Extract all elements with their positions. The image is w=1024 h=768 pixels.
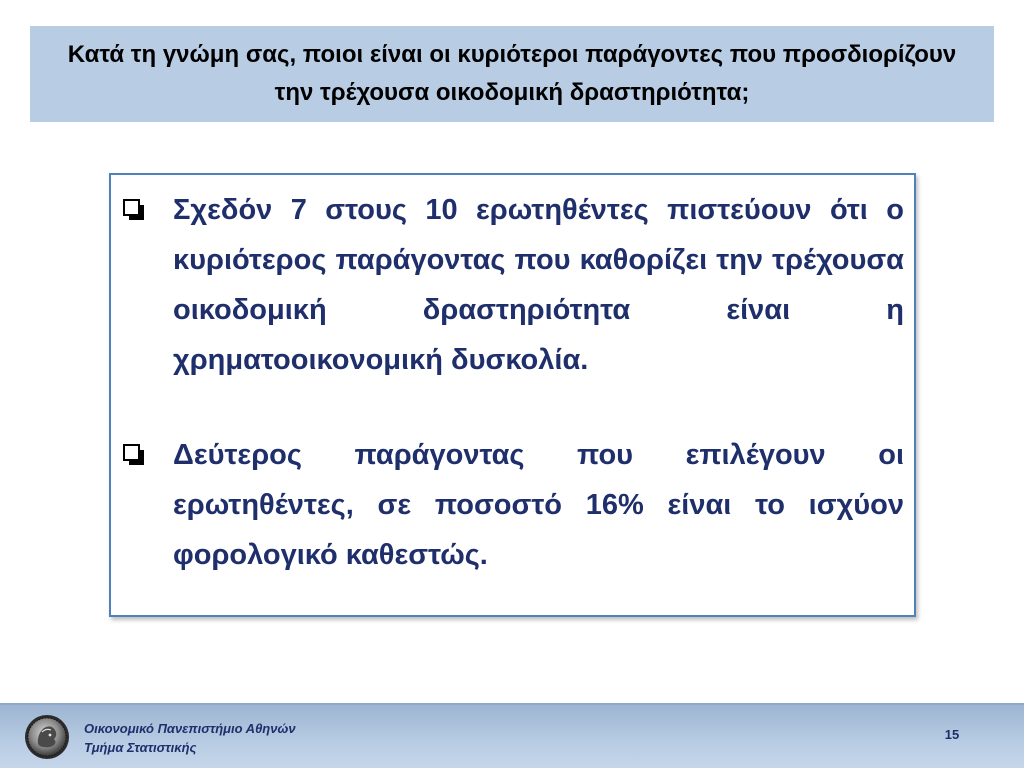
university-name: Οικονομικό Πανεπιστήμιο Αθηνών	[84, 721, 296, 736]
page-number: 15	[944, 727, 960, 742]
slide-title: Κατά τη γνώμη σας, ποιοι είναι οι κυριότεροι παράγοντες που προσδιορίζουν την τρέχουσα οικοδομική δραστηριότητα;	[67, 41, 957, 106]
content-box	[109, 173, 916, 617]
title-banner	[30, 26, 994, 122]
university-seal-icon	[24, 714, 70, 760]
footer-bar	[0, 703, 1024, 768]
bullet-text: Δεύτερος παράγοντας που επιλέγουν οι ερωτηθέντες, σε ποσοστό 16% είναι το ισχύον φορολογικό καθεστώς.	[173, 439, 904, 571]
bullet-item	[123, 185, 904, 385]
department-name: Τμήμα Στατιστικής	[84, 740, 197, 755]
bullet-text: Σχεδόν 7 στους 10 ερωτηθέντες πιστεύουν ότι ο κυριότερος παράγοντας που καθορίζει την τρέχουσα οικοδομική δραστηριότητα είναι η χρηματοοικονομική δυσκολία.	[173, 194, 904, 376]
checkbox-bullet-icon	[123, 185, 173, 235]
bullet-item	[123, 430, 904, 580]
checkbox-bullet-icon	[123, 430, 173, 480]
organization-name	[84, 719, 296, 757]
